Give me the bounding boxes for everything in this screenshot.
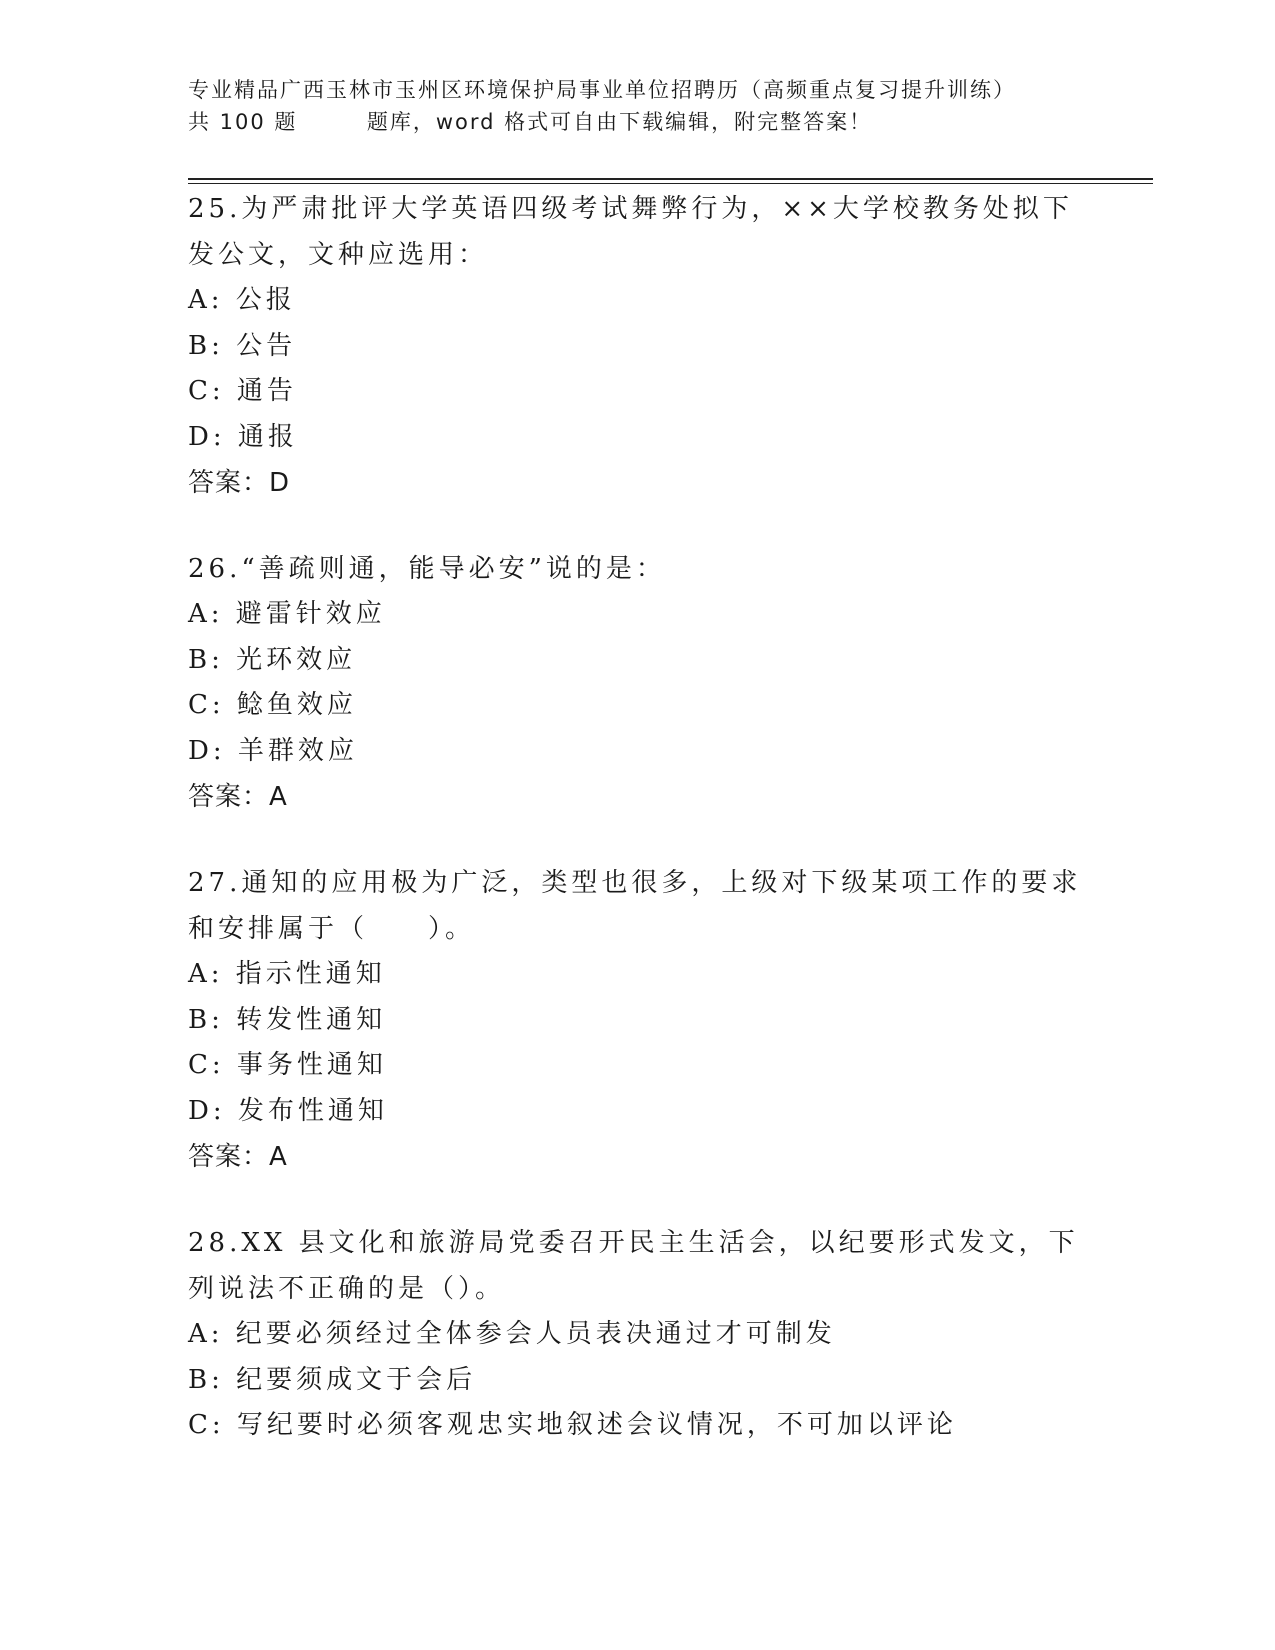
question-26	[188, 546, 1088, 820]
answer: 答案：A	[188, 782, 288, 812]
answer: 答案：D	[188, 468, 291, 498]
question-28	[188, 1220, 1088, 1449]
option-c: C: 鲶鱼效应	[188, 690, 357, 720]
option-d: D: 发布性通知	[188, 1095, 388, 1126]
question-text: 27.通知的应用极为广泛，类型也很多，上级对下级某项工作的要求和安排属于（ ）。	[188, 868, 1082, 944]
option-a: A: 纪要必须经过全体参会人员表决通过才可制发	[188, 1319, 836, 1349]
option-a: A: 指示性通知	[188, 959, 386, 989]
option-a: A: 公报	[188, 285, 296, 315]
option-b: B: 光环效应	[188, 644, 357, 675]
header-title-line2: 共 100 题 题库，word 格式可自由下载编辑，附完整答案！	[188, 110, 873, 134]
question-25	[188, 186, 1088, 506]
header-rule-thin	[188, 183, 1153, 184]
question-text: 28.XX 县文化和旅游局党委召开民主生活会，以纪要形式发文，下列说法不正确的是（）。	[188, 1228, 1079, 1304]
option-d: D: 通报	[188, 421, 298, 452]
question-text: 25.为严肃批评大学英语四级考试舞弊行为，××大学校教务处拟下发公文，文种应选用：	[188, 194, 1073, 270]
option-a: A: 避雷针效应	[188, 599, 386, 629]
answer: 答案：A	[188, 1142, 288, 1172]
option-d: D: 羊群效应	[188, 735, 358, 766]
option-c: C: 通告	[188, 376, 297, 406]
option-b: B: 转发性通知	[188, 1004, 387, 1035]
option-c: C: 写纪要时必须客观忠实地叙述会议情况，不可加以评论	[188, 1410, 957, 1440]
header-rule-thick	[188, 178, 1153, 180]
question-27	[188, 860, 1088, 1180]
option-b: B: 公告	[188, 330, 297, 361]
header-title-line1: 专业精品广西玉林市玉州区环境保护局事业单位招聘历（高频重点复习提升训练）	[188, 78, 1016, 102]
option-b: B: 纪要须成文于会后	[188, 1364, 477, 1395]
option-c: C: 事务性通知	[188, 1050, 387, 1080]
document-header	[188, 74, 1088, 138]
question-text: 26.“善疏则通，能导必安”说的是：	[188, 554, 666, 584]
